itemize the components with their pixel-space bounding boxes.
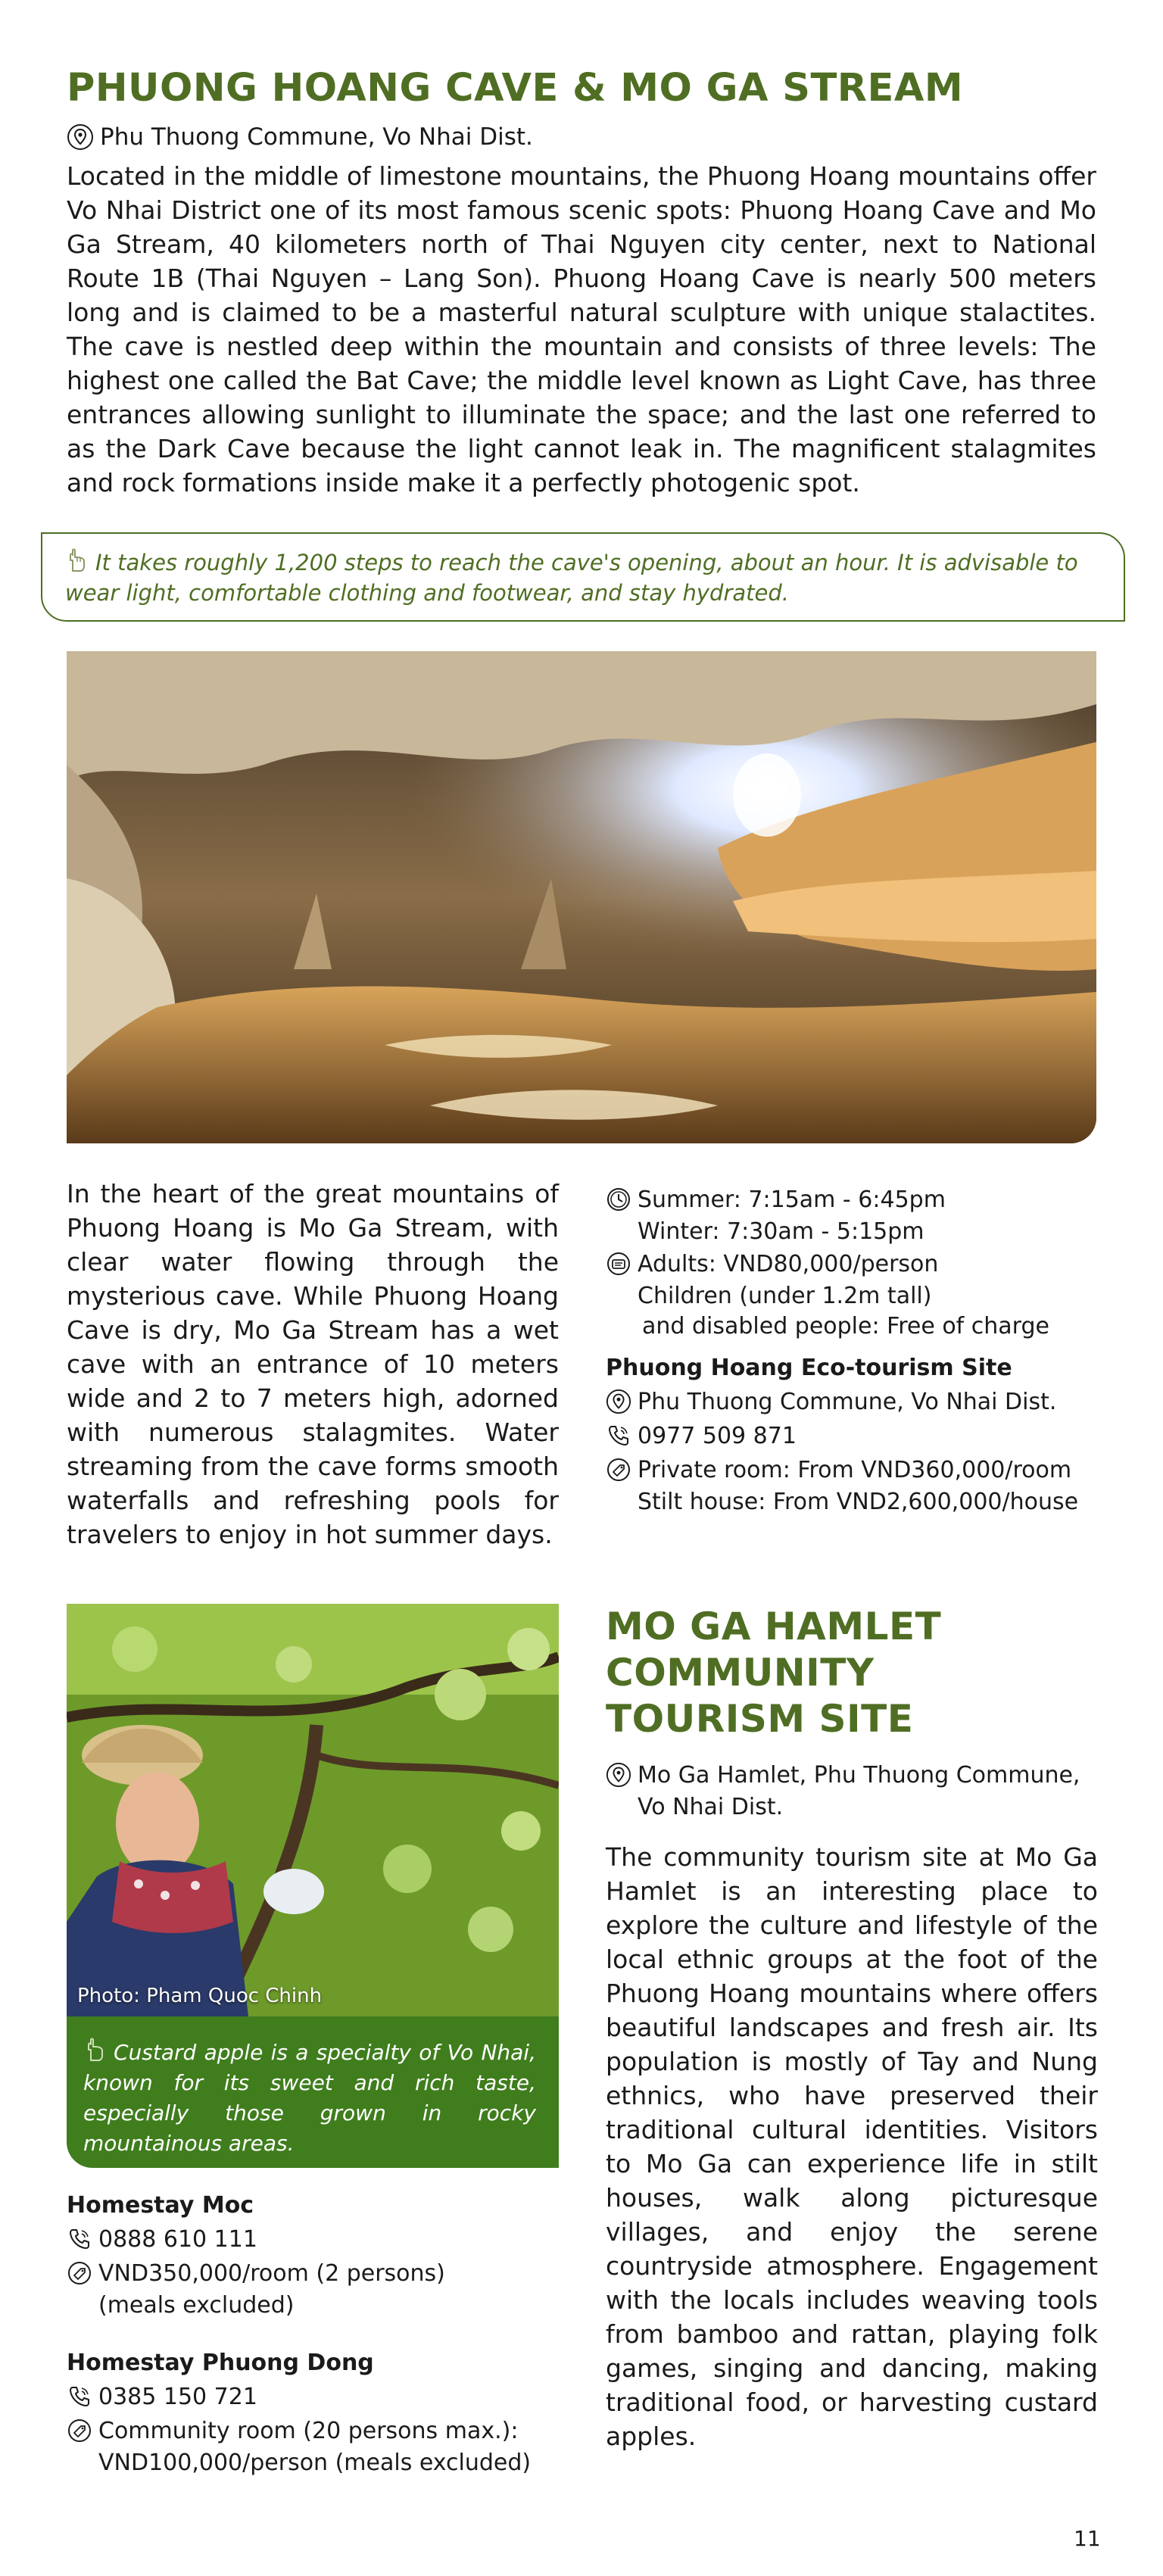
homestay-moc-phone: 0888 610 111 [98,2226,257,2253]
homestay-phuong-dong-price-line [67,2414,559,2448]
homestay-phuong-dong-name: Homestay Phuong Dong [67,2350,374,2376]
location-pin-icon [67,123,94,151]
custard-apple-caption-box [67,2016,559,2168]
hamlet-address-1: Mo Ga Hamlet, Phu Thuong Commune, [638,1762,1080,1789]
homestay-moc-phone-line [67,2222,559,2256]
eco-site-address: Phu Thuong Commune, Vo Nhai Dist. [638,1389,1057,1415]
eco-site-price-room: Private room: From VND360,000/room [638,1457,1072,1483]
custard-apple-photo [67,1604,559,2016]
eco-site-price-line [606,1453,1098,1487]
hamlet-address-2: Vo Nhai Dist. [638,1794,784,1820]
eco-site-address-line [606,1385,1098,1419]
hand-pointer-icon [65,548,91,572]
hours-summer: Summer: 7:15am - 6:45pm [638,1187,946,1213]
cave-photo [67,651,1096,1143]
price-tag-icon [67,2260,92,2286]
homestay-moc-name: Homestay Moc [67,2192,254,2219]
cave-description: Located in the middle of limestone mountains, the Phuong Hoang mountains offer Vo Nhai District one of its most famous scenic spots: Phuong Hoang Cave and Mo Ga Stream, 40 kilometers north of Thai Nguyen city center, next to National Route 1B (Thai Nguyen – Lang Son). Phuong Hoang Cave is nearly 500 meters long and is claimed to be a masterful natural sculpture with unique stalactites. The cave is nestled deep within the mountain and consists of three levels: The highest one called the Bat Cave; the middle level known as Light Cave, has three entrances allowing sunlight to illuminate the space; and the last one referred to as the Dark Cave because the light cannot leak in. The magnificent stalagmites and rock formations inside make it a perfectly photogenic spot. [67,161,1096,497]
hand-pointer-icon [83,2038,109,2062]
cave-info-block [606,1183,1098,1517]
tickets-adults: Adults: VND80,000/person [638,1251,939,1277]
tip-text: It takes roughly 1,200 steps to reach the cave's opening, about an hour. It is advisable to wear light, comfortable clothing and footwear, and stay hydrated. [65,550,1078,606]
photo-credit: Photo: Pham Quoc Chinh [77,1985,323,2007]
page-number: 11 [1074,2526,1101,2551]
phone-icon [606,1423,631,1449]
hamlet-title-line-1: MO GA HAMLET [606,1605,942,1648]
homestay-phuong-dong-price-1: Community room (20 persons max.): [98,2418,519,2444]
homestay-phuong-dong-block [67,2346,559,2478]
cave-title: PHUONG HOANG CAVE & MO GA STREAM [67,66,964,111]
homestay-moc-price-2: (meals excluded) [98,2292,295,2319]
homestay-moc-block [67,2188,559,2321]
location-pin-icon [606,1762,631,1788]
tip-text-wrap [65,547,1101,608]
tip-box [41,532,1125,622]
cave-photo-illustration [67,651,1096,1143]
hours-winter: Winter: 7:30am - 5:15pm [638,1218,924,1245]
eco-site-phone-line [606,1419,1098,1453]
location-pin-icon [606,1389,631,1414]
homestay-moc-price-1: VND350,000/room (2 persons) [98,2260,445,2287]
custard-apple-illustration [67,1604,559,2016]
hamlet-address-block [606,1758,1098,1823]
stream-description: In the heart of the great mountains of Phuong Hoang is Mo Ga Stream, with clear water flowing through the mysterious cave. While Phuong Hoang Cave is dry, Mo Ga Stream has a wet cave with an entrance of 10 meters wide and 2 to 7 meters high, adorned with numerous stalagmites. Water streaming from the cave forms smooth waterfalls and refreshing pools for travelers to enjoy in hot summer days. [67,1179,559,1549]
cave-location-text: Phu Thuong Commune, Vo Nhai Dist. [100,123,533,151]
clock-icon [606,1187,631,1212]
price-tag-icon [606,1457,631,1483]
homestay-phuong-dong-price-2: VND100,000/person (meals excluded) [98,2450,532,2476]
tickets-children-2: and disabled people: Free of charge [642,1313,1049,1339]
hamlet-address-line [606,1758,1098,1792]
eco-site-price-house: Stilt house: From VND2,600,000/house [638,1489,1079,1515]
hamlet-title-line-3: TOURISM SITE [606,1697,914,1741]
caption-wrap [83,2038,536,2159]
homestay-phuong-dong-phone-line [67,2380,559,2414]
ticket-icon [606,1251,631,1277]
hamlet-title [606,1604,1098,1742]
price-tag-icon [67,2418,92,2443]
eco-site-name: Phuong Hoang Eco-tourism Site [606,1355,1012,1381]
phone-icon [67,2384,92,2409]
hamlet-description: The community tourism site at Mo Ga Hamlet is an interesting place to explore the culture and lifestyle of the local ethnic groups at the foot of the Phuong Hoang mountains where offers beautiful landscapes and fresh air. Its population is mostly of Tay and Nung ethnics, who have preserved their traditional cultural identities. Visitors to Mo Ga can experience life in stilt houses, walk along picturesque villages, and enjoy the serene countryside atmosphere. Engagement with the locals includes weaving tools from bamboo and rattan, playing folk games, singing and dancing, making traditional food, or harvesting custard apples. [606,1842,1098,2451]
homestay-phuong-dong-phone: 0385 150 721 [98,2384,257,2410]
custard-apple-caption: Custard apple is a specialty of Vo Nhai, known for its sweet and rich taste, especially those grown in rocky mountainous areas. [83,2040,536,2156]
homestay-moc-price-line [67,2256,559,2291]
tickets-line [606,1247,1098,1281]
hours-summer-line [606,1183,1098,1217]
tickets-children-1: Children (under 1.2m tall) [638,1283,932,1309]
phone-icon [67,2226,92,2252]
cave-location [67,121,748,153]
hamlet-title-line-2: COMMUNITY [606,1651,875,1695]
eco-site-phone: 0977 509 871 [638,1423,797,1449]
